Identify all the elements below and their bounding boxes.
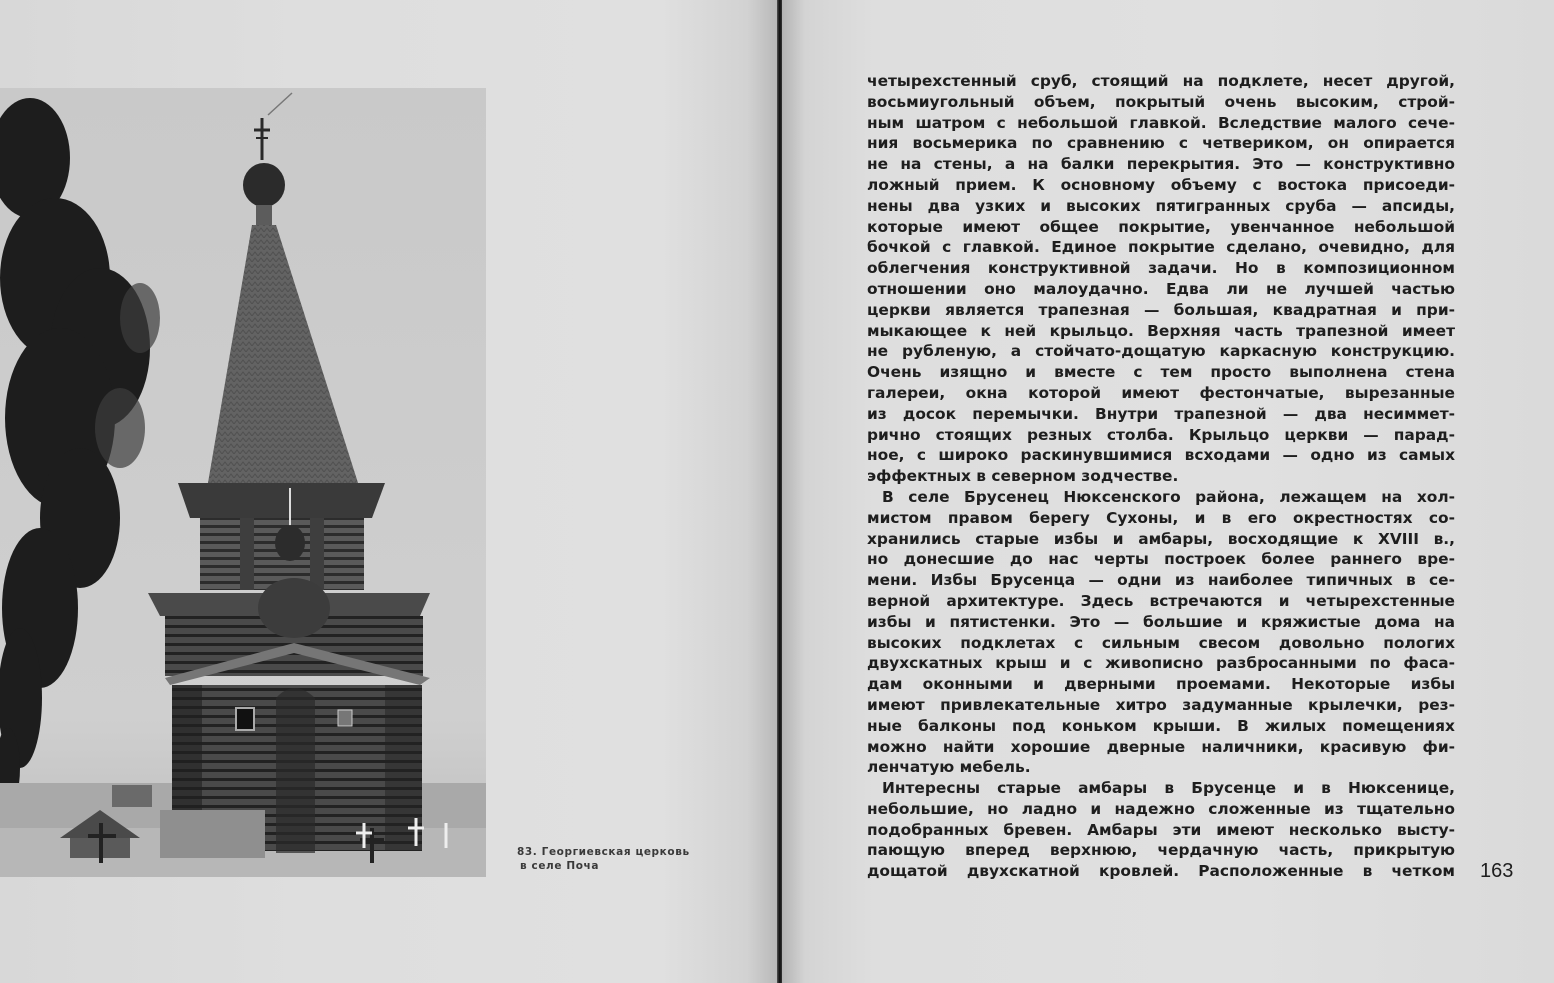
text-line: Интересны старые амбары в Брусенце и в Нюксенице, bbox=[882, 779, 1455, 798]
text-line: дам оконными и дверными проемами. Некоторые избы bbox=[867, 675, 1455, 694]
text-line: четырехстенный сруб, стоящий на подклете, несет другой, bbox=[867, 72, 1455, 90]
text-line: бочкой с главкой. Единое покрытие сделано, очевидно, для bbox=[867, 238, 1455, 257]
caption-line-2: в селе Поча bbox=[520, 860, 600, 872]
church-illustration-icon bbox=[0, 88, 486, 877]
text-line: отношении оно малоудачно. Едва ли не лучшей частью bbox=[867, 279, 1455, 298]
text-line: нены два узких и высоких пятигранных сруба — апсиды, bbox=[867, 196, 1455, 215]
text-line: эффектных в северном зодчестве. bbox=[867, 467, 1179, 486]
text-line: Очень изящно и вместе с тем просто выполнена стена bbox=[867, 363, 1455, 382]
text-line: дощатой двухскатной кровлей. Расположенные в четком bbox=[867, 862, 1455, 881]
text-line: ленчатую мебель. bbox=[867, 758, 1031, 777]
text-line: облегчения конструктивной задачи. Но в композиционном bbox=[867, 259, 1455, 278]
text-line: ные балконы под коньком крыши. В жилых помещениях bbox=[867, 716, 1455, 735]
text-line: высоких подклетах с сильным свесом довольно пологих bbox=[867, 633, 1455, 652]
text-line: ложный прием. К основному объему с востока присоеди- bbox=[867, 175, 1455, 194]
text-line: верной архитектуре. Здесь встречаются и четырехстенные bbox=[867, 591, 1455, 610]
paragraph-1 bbox=[867, 71, 1455, 487]
text-line: мистом правом берегу Сухоны, и в его окрестностях со- bbox=[867, 508, 1455, 527]
text-line: галереи, окна которой имеют фестончатые, вырезанные bbox=[867, 383, 1455, 402]
text-line: можно найти хорошие дверные наличники, красивую фи- bbox=[867, 737, 1455, 756]
text-line: не рубленую, а стойчато-дощатую каркасную конструкцию. bbox=[867, 342, 1455, 361]
text-line: восьмиугольный объем, покрытый очень высоким, строй- bbox=[867, 92, 1455, 111]
text-line: но донесшие до нас черты построек более раннего вре- bbox=[867, 550, 1455, 569]
text-line: двухскатных крыш и с живописно разбросанными по фаса- bbox=[867, 654, 1455, 673]
text-line: которые имеют общее покрытие, увенчанное небольшой bbox=[867, 217, 1455, 236]
text-line: мыкающее к ней крыльцо. Верхняя часть трапезной имеет bbox=[867, 321, 1455, 340]
text-line: не на стены, а на балки перекрытия. Это — конструктивно bbox=[867, 155, 1455, 174]
paragraph-2 bbox=[867, 487, 1455, 778]
page-number: 163 bbox=[1480, 860, 1514, 882]
text-line: имеют привлекательные хитро задуманные крылечки, рез- bbox=[867, 695, 1455, 714]
text-line: В селе Брусенец Нюксенского района, лежащем на хол- bbox=[882, 487, 1455, 506]
text-line: рично стоящих резных столба. Крыльцо церкви — парад- bbox=[867, 425, 1455, 444]
text-line: мени. Избы Брусенца — одни из наиболее типичных в се- bbox=[867, 571, 1455, 590]
paragraph-3 bbox=[867, 778, 1455, 882]
text-line: церкви является трапезная — большая, квадратная и при- bbox=[867, 300, 1455, 319]
text-line: ния восьмерика по сравнению с четвериком, он опирается bbox=[867, 134, 1455, 153]
text-line: хранились старые избы и амбары, восходящие к XVIII в., bbox=[867, 529, 1455, 548]
text-line: пающую вперед верхнюю, чердачную часть, прикрытую bbox=[867, 841, 1455, 860]
figure-caption bbox=[517, 845, 757, 873]
text-line: небольшие, но ладно и надежно сложенные из тщательно bbox=[867, 799, 1455, 818]
text-line: избы и пятистенки. Это — большие и кряжистые дома на bbox=[867, 612, 1455, 631]
caption-line-1: 83. Георгиевская церковь bbox=[517, 846, 690, 858]
text-line: ным шатром с небольшой главкой. Вследствие малого сече- bbox=[867, 113, 1455, 132]
text-line: подобранных бревен. Амбары эти имеют несколько высту- bbox=[867, 820, 1455, 839]
text-line: ное, с широко раскинувшимися всходами — одно из самых bbox=[867, 446, 1455, 465]
church-photograph bbox=[0, 88, 486, 877]
body-text bbox=[867, 71, 1455, 882]
text-line: из досок перемычки. Внутри трапезной — два несиммет- bbox=[867, 404, 1455, 423]
